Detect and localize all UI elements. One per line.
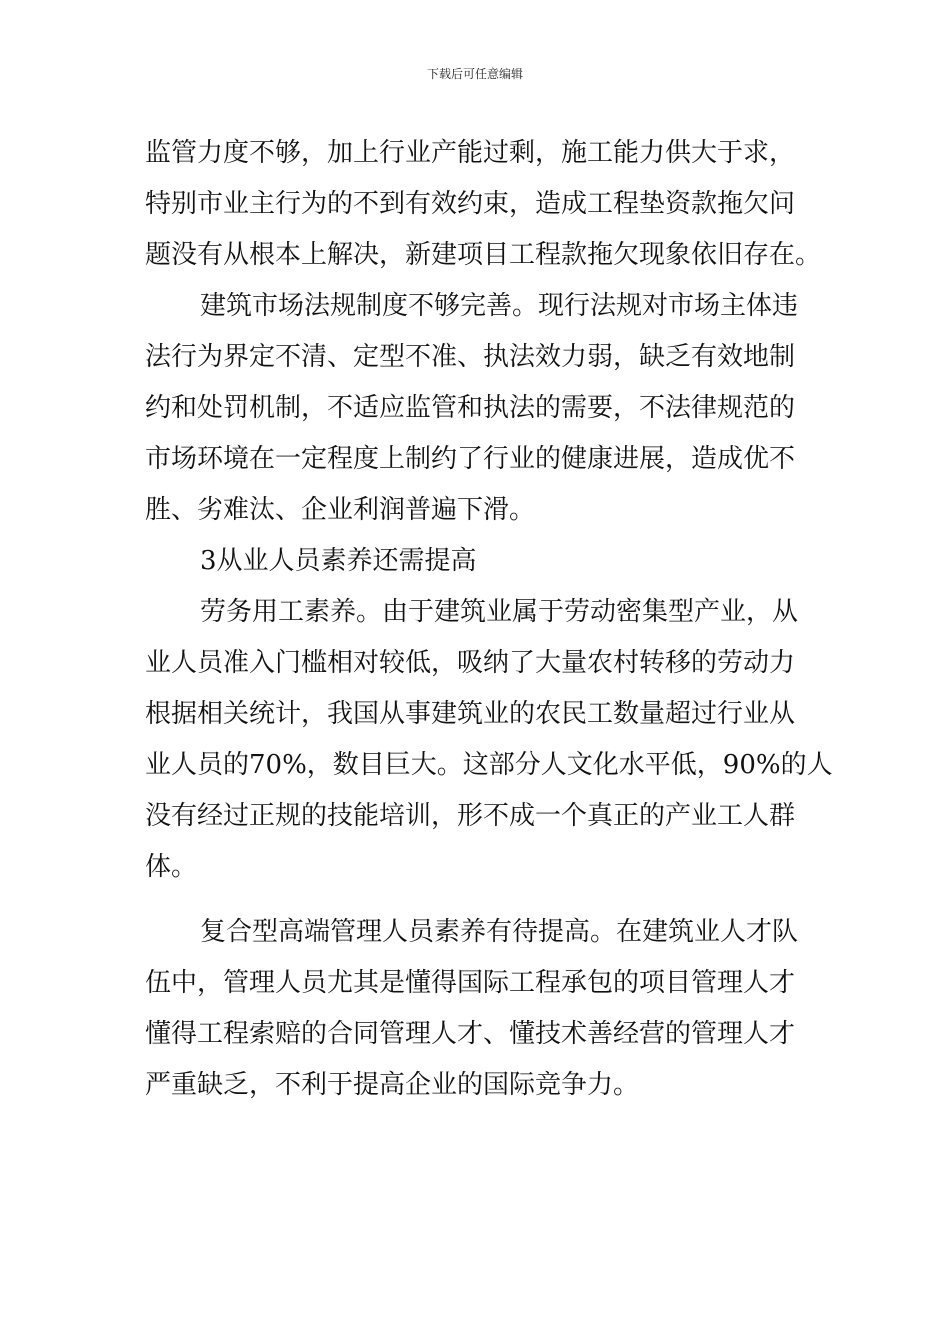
text-line: 体。 — [145, 852, 198, 882]
paragraph — [145, 128, 822, 281]
text-line: 懂得工程索赔的合同管理人才、懂技术善经营的管理人才 — [145, 1019, 796, 1049]
text-line: 根据相关统计，我国从事建筑业的农民工数量超过行业从 — [145, 699, 796, 729]
document-body — [145, 128, 833, 1111]
text-line: 伍中，管理人员尤其是懂得国际工程承包的项目管理人才 — [145, 968, 796, 998]
text-line: 胜、劣难汰、企业利润普遍下滑。 — [145, 495, 536, 525]
text-line: 建筑市场法规制度不够完善。现行法规对市场主体违 — [200, 291, 799, 321]
text-line: 劳务用工素养。由于建筑业属于劳动密集型产业，从 — [200, 597, 799, 627]
text-line: 监管力度不够，加上行业产能过剩，施工能力供大于求， — [145, 138, 796, 168]
paragraph — [145, 587, 833, 893]
paragraph — [145, 281, 815, 536]
text-line: 业人员的70%，数目巨大。这部分人文化水平低，90%的人 — [145, 750, 833, 780]
text-line: 没有经过正规的技能培训，形不成一个真正的产业工人群 — [145, 801, 796, 831]
text-line: 严重缺乏，不利于提高企业的国际竞争力。 — [145, 1070, 640, 1100]
paragraph — [145, 907, 815, 1111]
text-line: 法行为界定不清、定型不准、执法效力弱，缺乏有效地制 — [145, 342, 796, 372]
text-line: 市场环境在一定程度上制约了行业的健康进展，造成优不 — [145, 444, 796, 474]
text-line: 约和处罚机制，不适应监管和执法的需要，不法律规范的 — [145, 393, 796, 423]
text-line: 复合型高端管理人员素养有待提高。在建筑业人才队 — [200, 917, 799, 947]
text-line: 业人员准入门槛相对较低，吸纳了大量农村转移的劳动力 — [145, 648, 796, 678]
paragraph-gap — [145, 893, 815, 907]
text-line: 题没有从根本上解决，新建项目工程款拖欠现象依旧存在。 — [145, 240, 822, 270]
text-line: 3从业人员素养还需提高 — [200, 546, 477, 576]
text-line: 特别市业主行为的不到有效约束，造成工程垫资款拖欠问 — [145, 189, 796, 219]
page-header: 下载后可任意编辑 — [426, 67, 523, 81]
section-heading — [145, 536, 815, 587]
